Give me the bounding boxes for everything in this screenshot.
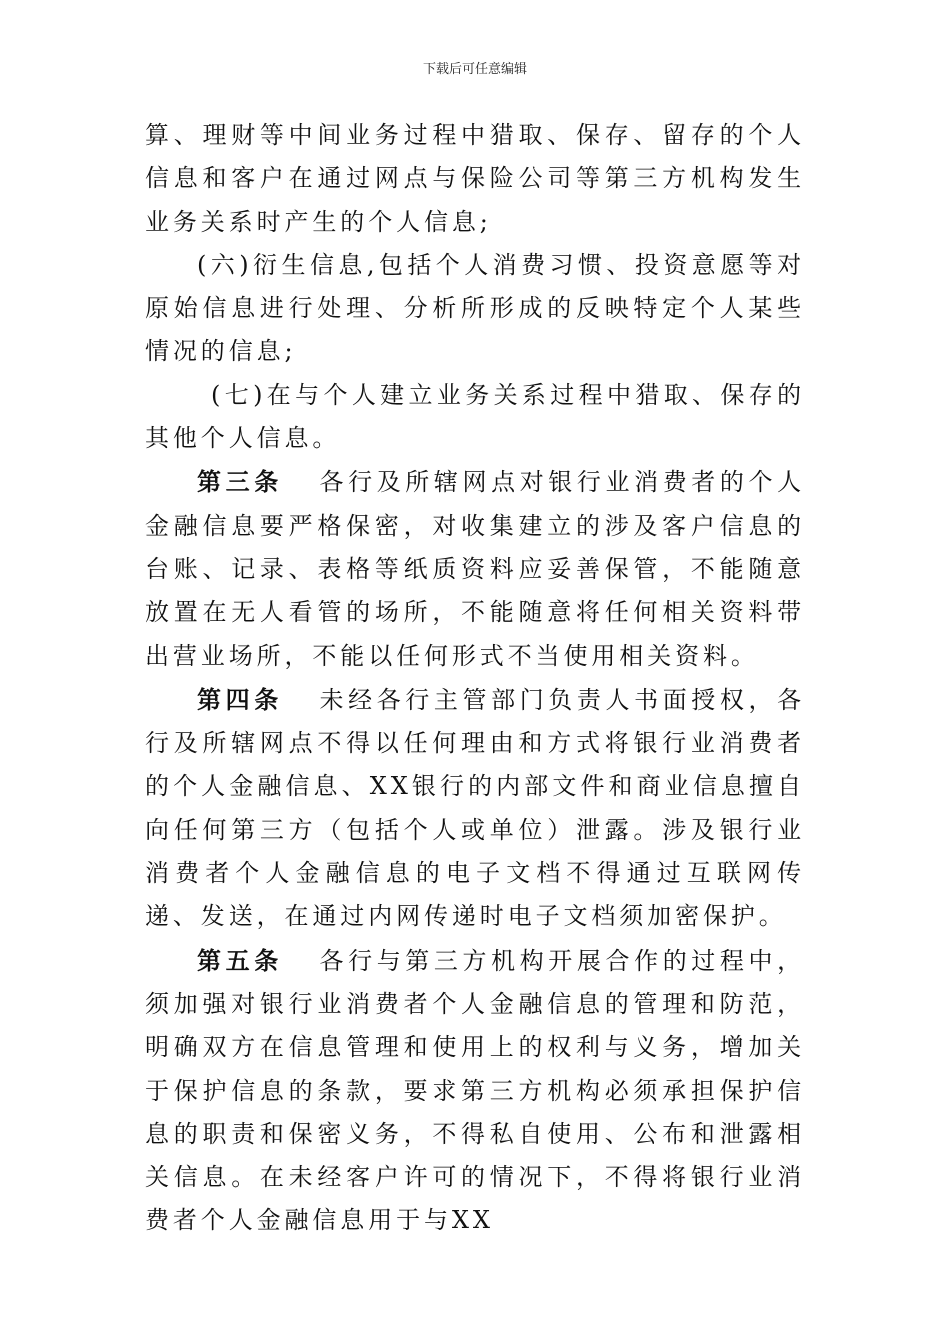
paragraph-continuation [145, 114, 805, 244]
article-gap [283, 686, 320, 714]
page-header: 下载后可任意编辑 [422, 62, 527, 77]
article-text: 未经各行主管部门负责人书面授权，各行及所辖网点不得以任何理由和方式将银行业消费者的个人金融信息、XX银行的内部文件和商业信息擅自向任何第三方（包括个人或单位）泄露。涉及银行业消费者个人金融信息的电子文档不得通过互联网传递、发送，在通过内网传递时电子文档须加密保护。 [145, 685, 805, 931]
paragraph-text: (六)衍生信息,包括个人消费习惯、投资意愿等对原始信息进行处理、分析所形成的反映特定个人某些情况的信息; [145, 250, 805, 366]
article-4 [145, 678, 805, 939]
paragraph-item-6 [145, 244, 805, 374]
article-gap [283, 468, 320, 496]
paragraph-text: 算、理财等中间业务过程中猎取、保存、留存的个人信息和客户在通过网点与保险公司等第三方机构发生业务关系时产生的个人信息; [145, 121, 805, 236]
article-heading: 第四条 [197, 684, 283, 714]
article-heading: 第三条 [197, 467, 283, 497]
document-body [145, 114, 805, 1243]
paragraph-item-7 [145, 374, 805, 461]
article-5 [145, 939, 805, 1243]
paragraph-text: (七)在与个人建立业务关系过程中猎取、保存的其他个人信息。 [145, 380, 805, 453]
article-text: 各行及所辖网点对银行业消费者的个人金融信息要严格保密，对收集建立的涉及客户信息的台账、记录、表格等纸质资料应妥善保管，不能随意放置在无人看管的场所，不能随意将任何相关资料带出营业场所，不能以任何形式不当使用相关资料。 [145, 468, 805, 670]
article-3 [145, 460, 805, 677]
article-heading: 第五条 [197, 945, 283, 975]
article-text: 各行与第三方机构开展合作的过程中，须加强对银行业消费者个人金融信息的管理和防范，明确双方在信息管理和使用上的权利与义务，增加关于保护信息的条款，要求第三方机构必须承担保护信息的职责和保密义务，不得私自使用、公布和泄露相关信息。在未经客户许可的情况下，不得将银行业消费者个人金融信息用于与XX [145, 946, 805, 1235]
article-gap [283, 947, 320, 975]
